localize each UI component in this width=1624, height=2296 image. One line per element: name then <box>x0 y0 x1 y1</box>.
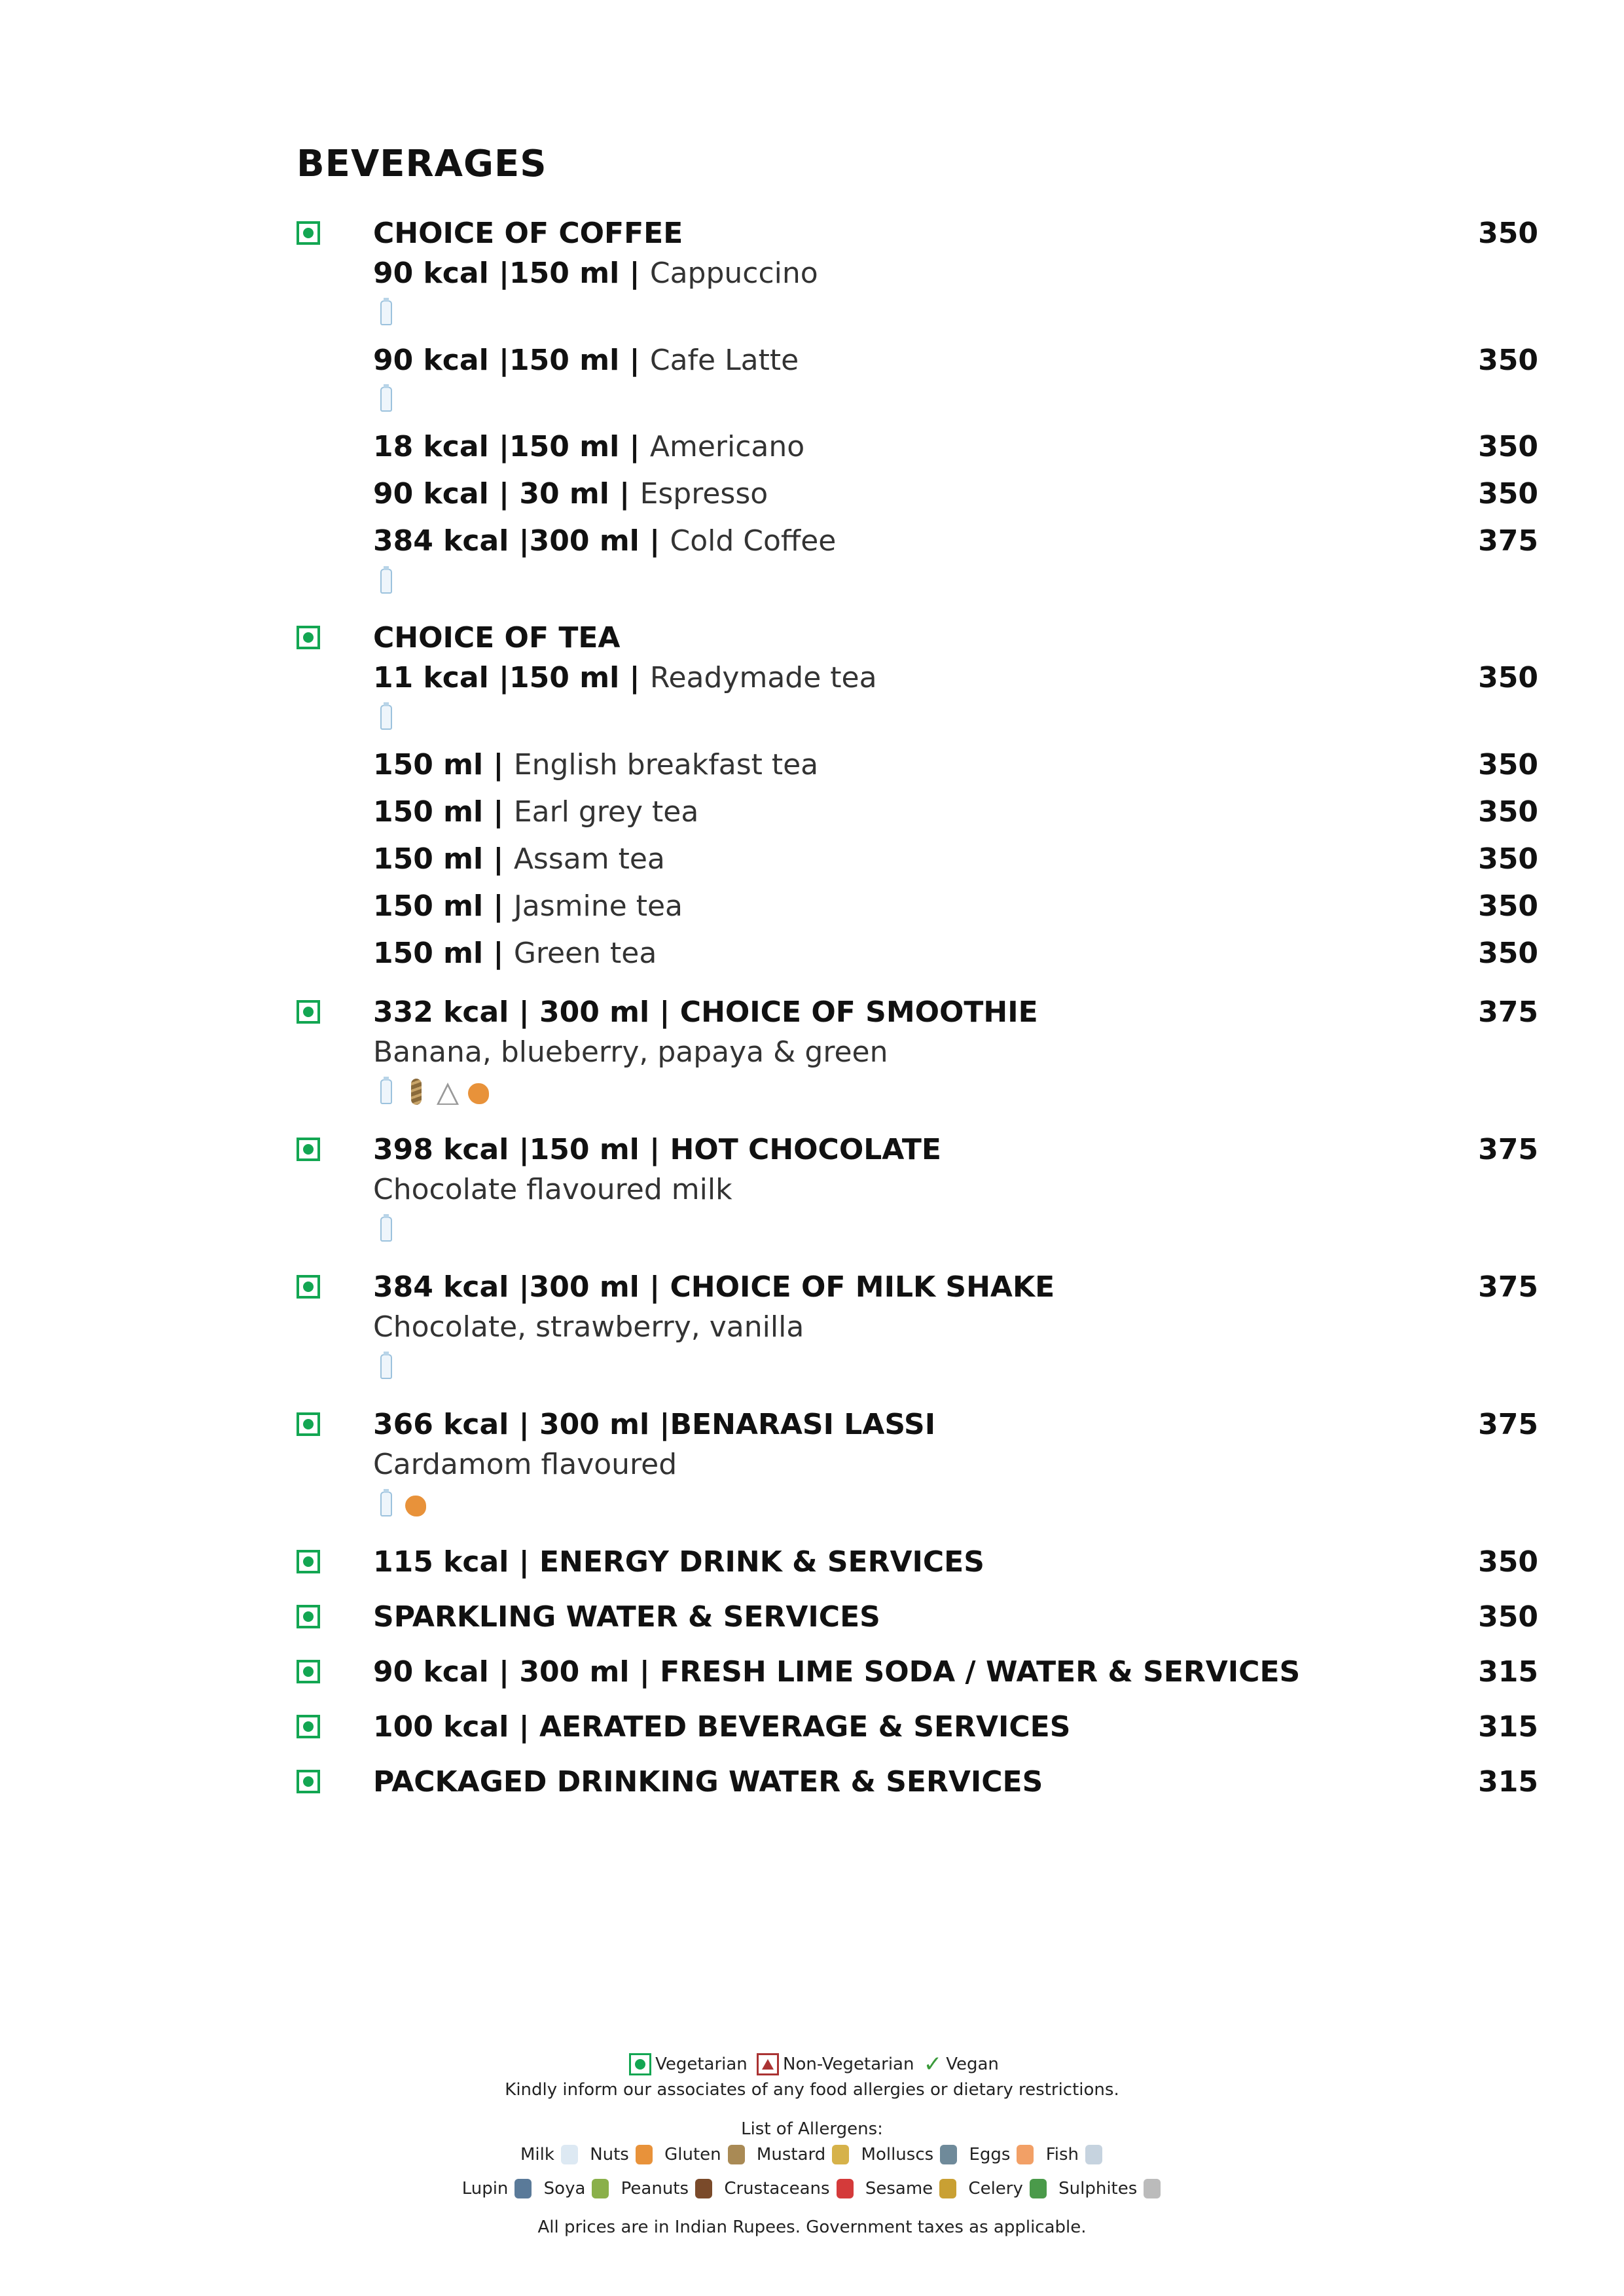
menu-item <box>0 212 1624 255</box>
peanuts-icon <box>695 2179 712 2198</box>
milk-icon <box>380 1492 392 1516</box>
menu-item <box>0 1596 1624 1639</box>
vegetarian-icon <box>297 1715 320 1738</box>
item-price: 350 <box>1478 748 1538 781</box>
item-price: 350 <box>1478 344 1538 377</box>
item-text: 115 kcal | ENERGY DRINK & SERVICES <box>373 1545 984 1579</box>
allergy-notice: Kindly inform our associates of any food allergies or dietary restrictions. <box>505 2080 1119 2100</box>
item-price: 375 <box>1478 996 1538 1029</box>
menu-item <box>0 791 1624 834</box>
vegetarian-icon <box>297 221 320 245</box>
sulphites-icon <box>1144 2179 1161 2198</box>
item-text: 150 ml | Assam tea <box>373 842 665 876</box>
vegan-icon: ✓ <box>923 2051 943 2077</box>
vegetarian-icon <box>297 626 320 649</box>
allergen-icons <box>376 1489 426 1519</box>
legend-vegetarian: Vegetarian <box>655 2054 748 2074</box>
item-text: CHOICE OF COFFEE <box>373 217 683 250</box>
menu-item <box>0 1706 1624 1749</box>
allergen-celery: Celery <box>968 2178 1023 2198</box>
legend-non-vegetarian: Non-Vegetarian <box>783 2054 914 2074</box>
milk-icon <box>561 2145 578 2164</box>
menu-item <box>0 1128 1624 1172</box>
item-price: 350 <box>1478 217 1538 250</box>
milk-icon <box>380 1354 392 1379</box>
celery-icon <box>1030 2179 1047 2198</box>
menu-item <box>0 1306 1624 1349</box>
allergen-soya: Soya <box>543 2178 586 2198</box>
vegetarian-icon <box>297 1660 320 1683</box>
item-text: 90 kcal |150 ml | Cappuccino <box>373 257 818 290</box>
menu-item <box>0 520 1624 563</box>
gluten-icon <box>728 2145 745 2164</box>
allergen-mustard: Mustard <box>756 2144 826 2164</box>
allergen-eggs: Eggs <box>969 2144 1011 2164</box>
item-text: 11 kcal |150 ml | Readymade tea <box>373 661 877 694</box>
item-text: 150 ml | English breakfast tea <box>373 748 819 781</box>
molluscs-icon <box>940 2145 957 2164</box>
menu-item <box>0 1403 1624 1446</box>
sulphites-icon <box>437 1083 459 1105</box>
vegetarian-icon <box>297 1412 320 1436</box>
menu-item <box>0 1541 1624 1584</box>
item-description: Chocolate, strawberry, vanilla <box>373 1310 804 1344</box>
milk-icon <box>380 300 392 325</box>
item-price: 315 <box>1478 1765 1538 1799</box>
item-text: 90 kcal | 30 ml | Espresso <box>373 477 768 511</box>
menu-item <box>0 838 1624 881</box>
menu-item <box>0 1031 1624 1074</box>
gluten-icon <box>411 1079 422 1105</box>
item-text: 90 kcal |150 ml | Cafe Latte <box>373 344 799 377</box>
price-footer: All prices are in Indian Rupees. Government taxes as applicable. <box>537 2217 1087 2237</box>
allergen-icons <box>376 1352 396 1382</box>
menu-item <box>0 656 1624 700</box>
vegetarian-icon <box>629 2053 651 2075</box>
non-vegetarian-icon <box>757 2053 779 2075</box>
item-text: 150 ml | Jasmine tea <box>373 889 683 923</box>
item-text: 100 kcal | AERATED BEVERAGE & SERVICES <box>373 1710 1071 1744</box>
allergen-icons <box>376 298 396 328</box>
allergen-icons <box>376 1214 396 1244</box>
item-description: Chocolate flavoured milk <box>373 1173 732 1206</box>
milk-icon <box>380 569 392 594</box>
item-price: 315 <box>1478 1710 1538 1744</box>
allergen-lupin: Lupin <box>461 2178 509 2198</box>
allergen-list-row1 <box>0 2144 1624 2164</box>
item-price: 350 <box>1478 430 1538 463</box>
nuts-icon <box>468 1083 489 1104</box>
menu-item <box>0 991 1624 1034</box>
menu-item <box>0 339 1624 382</box>
allergen-list-row2 <box>0 2178 1624 2198</box>
menu-item <box>0 744 1624 787</box>
mustard-icon <box>832 2145 849 2164</box>
item-price: 350 <box>1478 1600 1538 1634</box>
item-text: 332 kcal | 300 ml | CHOICE OF SMOOTHIE <box>373 996 1038 1029</box>
menu-item <box>0 252 1624 295</box>
menu-item <box>0 617 1624 660</box>
item-price: 350 <box>1478 1545 1538 1579</box>
allergen-icons <box>376 702 396 732</box>
menu-item <box>0 1651 1624 1694</box>
item-price: 350 <box>1478 477 1538 511</box>
allergen-sulphites: Sulphites <box>1058 2178 1138 2198</box>
allergen-icons <box>376 1077 489 1107</box>
menu-item <box>0 425 1624 469</box>
diet-legend <box>0 2051 1624 2077</box>
page-title: BEVERAGES <box>297 143 547 185</box>
allergen-nuts: Nuts <box>590 2144 629 2164</box>
allergen-list-title: List of Allergens: <box>741 2119 883 2139</box>
fish-icon <box>1085 2145 1102 2164</box>
allergen-gluten: Gluten <box>664 2144 721 2164</box>
item-price: 375 <box>1478 1408 1538 1441</box>
menu-item <box>0 885 1624 928</box>
menu-item <box>0 1168 1624 1211</box>
milk-icon <box>380 1217 392 1242</box>
item-text: SPARKLING WATER & SERVICES <box>373 1600 880 1634</box>
allergen-icons <box>376 384 396 414</box>
item-text: 366 kcal | 300 ml |BENARASI LASSI <box>373 1408 936 1441</box>
item-price: 350 <box>1478 795 1538 829</box>
item-text: 150 ml | Green tea <box>373 937 657 970</box>
crustaceans-icon <box>837 2179 854 2198</box>
item-text: 18 kcal |150 ml | Americano <box>373 430 805 463</box>
item-price: 375 <box>1478 1133 1538 1166</box>
item-text: 150 ml | Earl grey tea <box>373 795 699 829</box>
legend-vegan: Vegan <box>946 2054 999 2074</box>
item-price: 350 <box>1478 842 1538 876</box>
menu-item <box>0 932 1624 975</box>
menu-item <box>0 1443 1624 1486</box>
item-price: 350 <box>1478 889 1538 923</box>
item-price: 315 <box>1478 1655 1538 1689</box>
menu-item <box>0 1266 1624 1309</box>
menu-item <box>0 473 1624 516</box>
vegetarian-icon <box>297 1770 320 1793</box>
lupin-icon <box>514 2179 532 2198</box>
vegetarian-icon <box>297 1275 320 1299</box>
item-text: CHOICE OF TEA <box>373 621 621 655</box>
item-description: Banana, blueberry, papaya & green <box>373 1035 888 1069</box>
item-text: 384 kcal |300 ml | Cold Coffee <box>373 524 837 558</box>
milk-icon <box>380 1079 392 1104</box>
allergen-crustaceans: Crustaceans <box>724 2178 830 2198</box>
item-text: 384 kcal |300 ml | CHOICE OF MILK SHAKE <box>373 1270 1055 1304</box>
vegetarian-icon <box>297 1550 320 1573</box>
allergen-sesame: Sesame <box>865 2178 933 2198</box>
milk-icon <box>380 705 392 730</box>
item-price: 350 <box>1478 937 1538 970</box>
nuts-icon <box>405 1496 426 1516</box>
item-text: PACKAGED DRINKING WATER & SERVICES <box>373 1765 1043 1799</box>
item-price: 375 <box>1478 524 1538 558</box>
allergen-molluscs: Molluscs <box>861 2144 934 2164</box>
nuts-icon <box>636 2145 653 2164</box>
vegetarian-icon <box>297 1138 320 1161</box>
milk-icon <box>380 387 392 412</box>
vegetarian-icon <box>297 1605 320 1628</box>
item-description: Cardamom flavoured <box>373 1448 677 1481</box>
sesame-icon <box>939 2179 956 2198</box>
eggs-icon <box>1017 2145 1034 2164</box>
allergen-icons <box>376 566 396 596</box>
soya-icon <box>592 2179 609 2198</box>
allergen-fish: Fish <box>1045 2144 1079 2164</box>
menu-item <box>0 1761 1624 1804</box>
item-price: 350 <box>1478 661 1538 694</box>
allergen-peanuts: Peanuts <box>621 2178 689 2198</box>
item-price: 375 <box>1478 1270 1538 1304</box>
item-text: 398 kcal |150 ml | HOT CHOCOLATE <box>373 1133 941 1166</box>
allergen-milk: Milk <box>520 2144 554 2164</box>
item-text: 90 kcal | 300 ml | FRESH LIME SODA / WATER & SERVICES <box>373 1655 1301 1689</box>
vegetarian-icon <box>297 1000 320 1024</box>
